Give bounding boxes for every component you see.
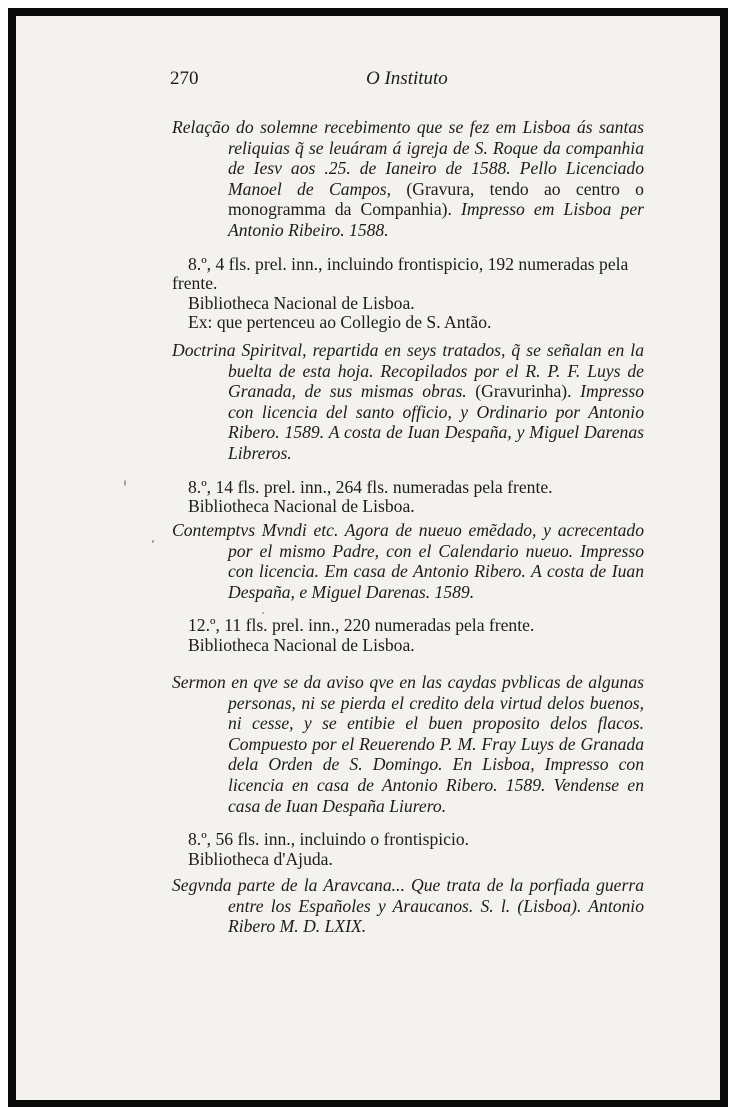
- note-line: Bibliotheca d'Ajuda.: [188, 848, 333, 869]
- paper-speck: [152, 540, 154, 543]
- note-line: Ex: que pertenceu ao Collegio de S. Antão.: [188, 312, 492, 333]
- title-italic: Impresso con licencia del santo officio, y Ordinario por Antonio Ribero. 1589. A costa de Iuan Despaña, y Miguel Darenas Libreros.: [228, 381, 644, 463]
- running-title: O Instituto: [366, 68, 448, 89]
- note-line: Bibliotheca Nacional de Lisboa.: [188, 634, 415, 655]
- note-line: 12.º, 11 fls. prel. inn., 220 numeradas pela frente.: [188, 615, 535, 636]
- title-italic: Relação do solemne recebimento que se fez em Lisboa ás santas reliquias q̃ se leuáram á igreja de S. Roque da companhia de Iesv aos .25. de Ianeiro de 1588. Pello Licenciado Manoel de Campos,: [172, 117, 644, 199]
- entry-title: [172, 520, 644, 602]
- bibliography-entry: [172, 672, 644, 869]
- title-italic: Sermon en qve se da aviso qve en las caydas pvblicas de algunas personas, ni se pierda el credito dela virtud delos buenos, ni cesse, y se entibie el buen proposito delos flacos. Compuesto por el Reuerendo P. M. Fray Luys de Granada dela Orden de S. Domingo. En Lisboa, Impresso con licencia en casa de Antonio Ribero. 1589. Vendense en casa de Iuan Despaña Liurero.: [172, 672, 644, 816]
- entry-notes: [172, 616, 644, 655]
- page-number: 270: [170, 68, 199, 89]
- title-italic: Doctrina Spiritval, repartida en seys tratados, q̃ se señalan en la buelta de esta hoja. Recopilados por el R. P. F. Luys de Granada, de sus mismas obras.: [172, 340, 644, 402]
- paper-speck: [124, 480, 126, 486]
- note-line: Bibliotheca Nacional de Lisboa.: [188, 496, 415, 517]
- bibliography-entry: [172, 520, 644, 656]
- entry-title: [172, 875, 644, 937]
- entry-notes: [172, 255, 644, 333]
- note-line: 8.º, 56 fls. inn., incluindo o frontispicio.: [188, 829, 470, 850]
- title-italic: Impresso em Lisboa per Antonio Ribeiro. 1588.: [228, 199, 644, 240]
- note-line: Bibliotheca Nacional de Lisboa.: [188, 292, 415, 313]
- title-italic: Segvnda parte de la Aravcana... Que trata de la porfiada guerra entre los Españoles y Araucanos. S. l. (Lisboa). Antonio Ribero M. D. LXIX.: [172, 875, 644, 937]
- entry-title: [172, 340, 644, 464]
- running-header: [170, 68, 642, 92]
- title-roman: (Gravurinha).: [466, 381, 572, 402]
- bibliography-entry: [172, 875, 644, 937]
- note-line: 8.º, 4 fls. prel. inn., incluindo frontispicio, 192 numeradas pela frente.: [172, 253, 629, 294]
- bibliography-entry: [172, 117, 644, 333]
- title-italic: Contemptvs Mvndi etc. Agora de nueuo emẽdado, y acrecentado por el mismo Padre, con el Calendario nueuo. Impresso con licencia. Em casa de Antonio Ribero. A costa de Iuan Despaña, e Miguel Darenas. 1589.: [172, 520, 644, 602]
- entry-title: [172, 117, 644, 241]
- title-roman: (Gravura, tendo ao centro o monogramma da Companhia).: [228, 178, 644, 220]
- note-line: 8.º, 14 fls. prel. inn., 264 fls. numeradas pela frente.: [188, 476, 553, 497]
- entry-title: [172, 672, 644, 816]
- entry-notes: [172, 478, 644, 517]
- bibliography-entry: [172, 340, 644, 517]
- entry-notes: [172, 830, 644, 869]
